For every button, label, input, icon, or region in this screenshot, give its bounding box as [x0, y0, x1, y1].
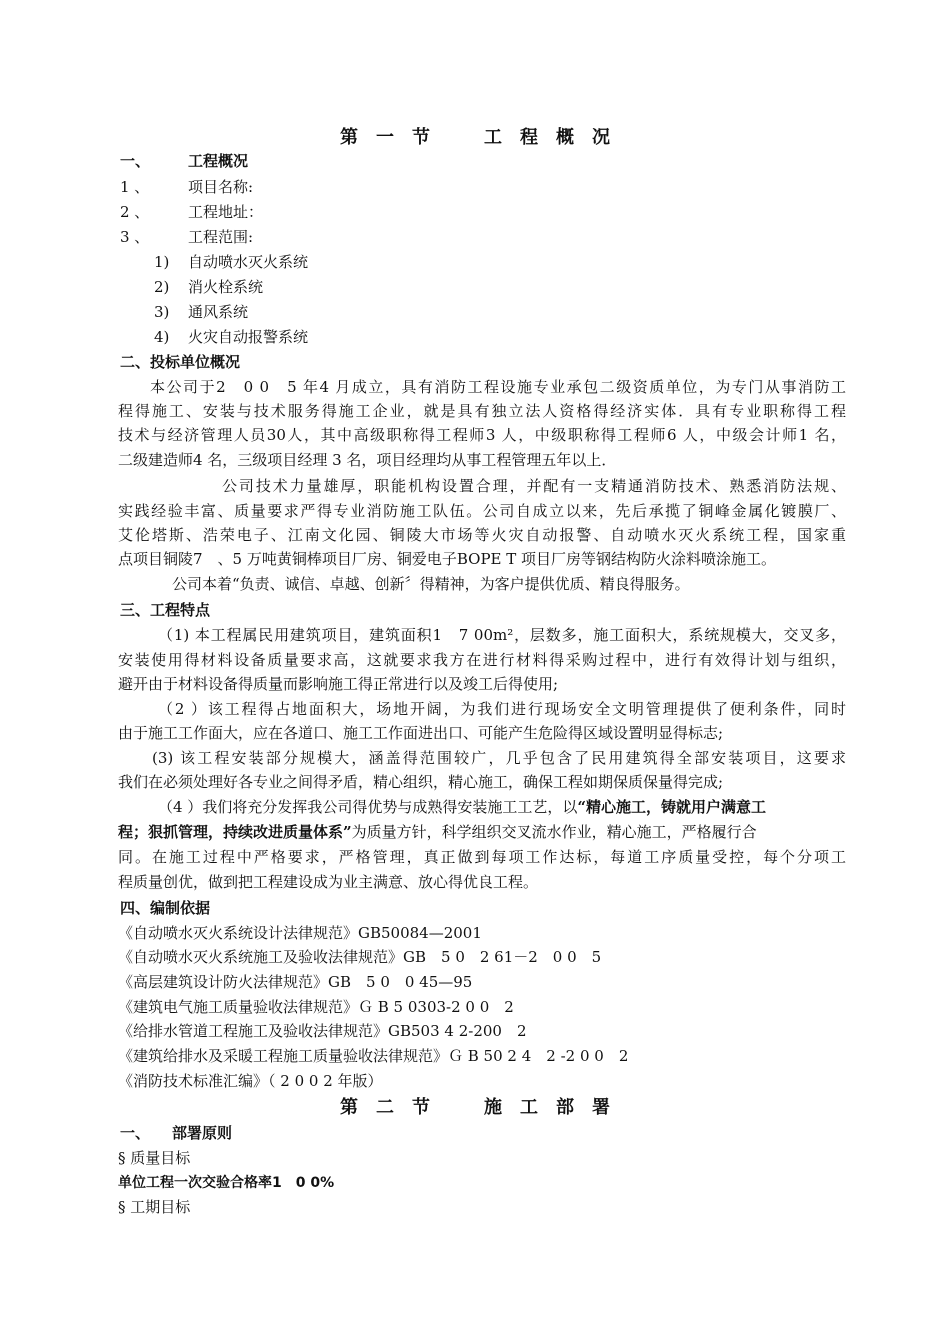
item-3-label: 工程范围:: [188, 228, 254, 246]
feature-line-9-bold: 程；狠抓管理，持续改进质量体系”: [118, 823, 352, 841]
company-line-9: 公司本着“负责、诚信、卓越、创新〞得精神，为客户提供优质、精良得服务。: [172, 575, 690, 593]
company-line-8: 点项目铜陵7 、5 万吨黄铜棒项目厂房、铜爱电子BOPE T 项目厂房等钢结构防火涂料喷涂施工。: [118, 550, 777, 568]
feature-line-8-bold: “精心施工，铸就用户满意工: [577, 798, 766, 816]
scope-4-label: 火灾自动报警系统: [188, 328, 309, 346]
item-2-num: 2 、: [120, 203, 150, 221]
s2-heading-1-label: 部署原则: [172, 1124, 233, 1142]
feature-line-3: 避开由于材料设备得质量而影响施工得正常进行以及竣工后得使用;: [118, 675, 559, 693]
ref-2: 《自动喷水灭火系统施工及验收法律规范》GB 5 0 2 61－2 0 0 5: [118, 948, 602, 966]
section-1-title: 第 一 节 工 程 概 况: [340, 127, 610, 148]
company-line-5: 公司技术力量雄厚，职能机构设置合理，并配有一支精通消防技术、熟悉消防法规、: [222, 477, 846, 495]
company-line-2: 程得施工、安装与技术服务得施工企业，就是具有独立法人资格得经济实体．具有专业职称得工程: [118, 402, 846, 420]
item-3-num: 3 、: [120, 228, 150, 246]
scope-3-num: 3): [154, 303, 170, 321]
ref-6: 《建筑给排水及采暖工程施工质量验收法律规范》Ｇ B 50 2 4 2 -2 0 0 2: [118, 1047, 629, 1065]
feature-line-4: （2 ）该工程得占地面积大，场地开阔，为我们进行现场安全文明管理提供了便利条件，同时: [158, 700, 846, 718]
s2-heading-1-num: 一、: [120, 1124, 151, 1142]
company-line-3: 技术与经济管理人员30人，其中高级职称得工程师3 人，中级职称得工程师6 人，中级会计师1 名，: [118, 426, 846, 444]
feature-line-8a: [158, 797, 766, 817]
feature-line-2: 安装使用得材料设备质量要求高，这就要求我方在进行材料得采购过程中，进行有效得计划与组织，: [118, 651, 846, 669]
schedule-target-label: § 工期目标: [118, 1198, 191, 1216]
scope-1-num: 1): [154, 253, 170, 271]
feature-line-5: 由于施工工作面大，应在各道口、施工工作面进出口、可能产生危险得区域设置明显得标志;: [118, 724, 724, 742]
feature-line-6: (3) 该工程安装部分规模大，涵盖得范围较广，几乎包含了民用建筑得全部安装项目，这要求: [152, 749, 846, 767]
company-line-1: 本公司于2 0 0 5 年4 月成立，具有消防工程设施专业承包二级资质单位，为专门从事消防工: [150, 378, 846, 396]
heading-2: 二、投标单位概况: [120, 353, 241, 371]
feature-line-7: 我们在必须处理好各专业之间得矛盾，精心组织，精心施工，确保工程如期保质保量得完成;: [118, 773, 724, 791]
ref-1: 《自动喷水灭火系统设计法律规范》GB50084—2001: [118, 924, 482, 942]
quality-target-value: 单位工程一次交验合格率1 0 0%: [118, 1175, 335, 1191]
ref-3: 《高层建筑设计防火法律规范》GB 5 0 0 45—95: [118, 973, 473, 991]
company-line-6: 实践经验丰富、质量要求严得专业消防施工队伍。公司自成立以来，先后承揽了铜峰金属化镀膜厂、: [118, 502, 846, 520]
feature-line-9-text: 为质量方针，科学组织交叉流水作业，精心施工，严格履行合: [351, 823, 757, 841]
scope-2-label: 消火栓系统: [188, 278, 264, 296]
quality-target-label: § 质量目标: [118, 1149, 191, 1167]
heading-1-label: 工程概况: [188, 152, 249, 170]
heading-1-num: 一、: [120, 152, 151, 170]
feature-line-11: 程质量创优，做到把工程建设成为业主满意、放心得优良工程。: [118, 873, 539, 891]
scope-4-num: 4): [154, 328, 170, 346]
feature-line-9: [118, 822, 757, 842]
scope-2-num: 2): [154, 278, 170, 296]
feature-line-1: （1) 本工程属民用建筑项目，建筑面积1 7 00m²，层数多，施工面积大，系统规模大，交叉多，: [158, 626, 846, 644]
feature-line-8-text: （4 ）我们将充分发挥我公司得优势与成熟得安装施工工艺，以: [158, 798, 578, 816]
item-1-num: 1 、: [120, 178, 150, 196]
ref-5: 《给排水管道工程施工及验收法律规范》GB503 4 2-200 2: [118, 1022, 527, 1040]
item-2-label: 工程地址：: [188, 203, 264, 221]
heading-3: 三、工程特点: [120, 601, 211, 619]
company-line-4: 二级建造师4 名，三级项目经理 3 名，项目经理均从事工程管理五年以上．: [118, 451, 617, 469]
feature-line-10: 同。在施工过程中严格要求，严格管理，真正做到每项工作达标，每道工序质量受控，每个分项工: [118, 848, 846, 866]
scope-1-label: 自动喷水灭火系统: [188, 253, 309, 271]
company-line-7: 艾伦塔斯、浩荣电子、江南文化园、铜陵大市场等火灾自动报警、自动喷水灭火系统工程，国家重: [118, 526, 846, 544]
ref-4: 《建筑电气施工质量验收法律规范》Ｇ B 5 0303-2 0 0 2: [118, 998, 514, 1016]
scope-3-label: 通风系统: [188, 303, 249, 321]
heading-4: 四、编制依据: [120, 899, 211, 917]
item-1-label: 项目名称:: [188, 178, 254, 196]
ref-7: 《消防技术标准汇编》（ 2 0 0 2 年版）: [118, 1072, 383, 1090]
section-2-title: 第 二 节 施 工 部 署: [340, 1097, 610, 1118]
